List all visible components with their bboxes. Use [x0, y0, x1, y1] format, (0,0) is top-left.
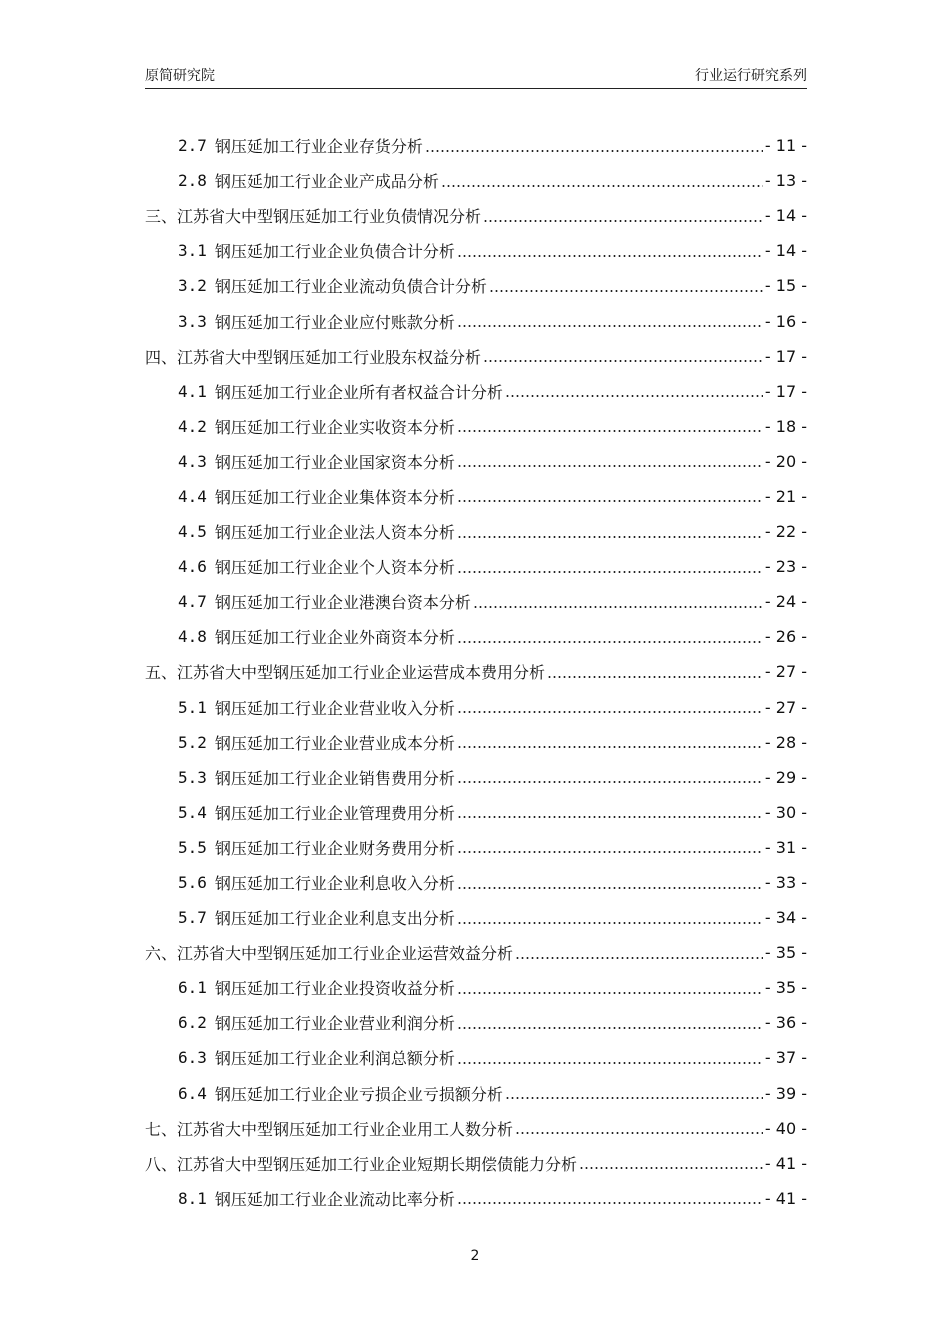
toc-entry[interactable]: [145, 198, 807, 233]
page-header: [145, 66, 807, 89]
toc-entry-number: 6.2: [178, 1013, 207, 1033]
toc-entry[interactable]: [145, 409, 807, 444]
toc-entry-number: 4.8: [178, 627, 207, 647]
toc-dot-leader: [457, 922, 763, 924]
toc-entry-number: 5.7: [178, 908, 207, 928]
toc-entry[interactable]: [145, 584, 807, 619]
toc-dot-leader: [457, 1062, 763, 1064]
toc-entry-title: 钢压延加工行业企业所有者权益合计分析: [214, 382, 503, 402]
toc-entry-number: 4.6: [178, 557, 207, 577]
toc-entry-title: 钢压延加工行业企业销售费用分析: [214, 768, 455, 788]
toc-entry-number: 4.3: [178, 451, 207, 471]
toc-entry-number: 3.2: [178, 276, 207, 296]
toc-entry-page: - 41 -: [764, 1188, 807, 1208]
toc-entry-title: 钢压延加工行业企业亏损企业亏损额分析: [214, 1084, 503, 1104]
toc-entry[interactable]: [145, 514, 807, 549]
toc-entry-title: 钢压延加工行业企业港澳台资本分析: [214, 593, 471, 613]
toc-entry[interactable]: [145, 163, 807, 198]
toc-entry[interactable]: [145, 1040, 807, 1075]
toc-entry-number: 4.4: [178, 486, 207, 506]
toc-entry-title: 三、江苏省大中型钢压延加工行业负债情况分析: [145, 207, 482, 227]
toc-entry-number: 5.2: [178, 732, 207, 752]
toc-entry-title: 钢压延加工行业企业投资收益分析: [214, 979, 455, 999]
toc-entry-page: - 11 -: [764, 136, 807, 156]
toc-entry-page: - 17 -: [764, 381, 807, 401]
toc-entry-page: - 18 -: [764, 416, 807, 436]
toc-entry-page: - 17 -: [764, 346, 807, 366]
toc-entry[interactable]: [145, 795, 807, 830]
toc-entry-number: 4.5: [178, 522, 207, 542]
toc-entry[interactable]: [145, 444, 807, 479]
table-of-contents: [145, 128, 807, 1216]
toc-entry-page: - 20 -: [764, 451, 807, 471]
toc-entry-page: - 33 -: [764, 873, 807, 893]
toc-entry-number: 4.2: [178, 416, 207, 436]
toc-entry-page: - 35 -: [764, 943, 807, 963]
toc-entry-number: 5.5: [178, 837, 207, 857]
toc-entry-page: - 23 -: [764, 557, 807, 577]
toc-entry-page: - 37 -: [764, 1048, 807, 1068]
toc-entry-page: - 30 -: [764, 802, 807, 822]
toc-entry[interactable]: [145, 374, 807, 409]
toc-entry-title: 钢压延加工行业企业法人资本分析: [214, 523, 455, 543]
toc-dot-leader: [457, 1027, 763, 1029]
toc-dot-leader: [579, 1167, 763, 1169]
toc-entry-page: - 34 -: [764, 908, 807, 928]
header-org-name: 原简研究院: [145, 68, 215, 84]
toc-entry[interactable]: [145, 725, 807, 760]
page-number: 2: [470, 1248, 480, 1264]
toc-entry[interactable]: [145, 479, 807, 514]
toc-dot-leader: [457, 781, 763, 783]
toc-entry-page: - 21 -: [764, 486, 807, 506]
toc-dot-leader: [425, 150, 763, 152]
toc-dot-leader: [457, 992, 763, 994]
toc-dot-leader: [483, 220, 763, 222]
toc-entry-title: 四、江苏省大中型钢压延加工行业股东权益分析: [145, 347, 482, 367]
toc-dot-leader: [489, 290, 763, 292]
toc-entry-title: 钢压延加工行业企业产成品分析: [214, 172, 439, 192]
toc-dot-leader: [515, 1132, 763, 1134]
toc-entry[interactable]: [145, 128, 807, 163]
toc-dot-leader: [457, 1202, 763, 1204]
toc-entry[interactable]: [145, 935, 807, 970]
toc-entry-title: 钢压延加工行业企业营业收入分析: [214, 698, 455, 718]
toc-entry[interactable]: [145, 268, 807, 303]
toc-entry-page: - 15 -: [764, 276, 807, 296]
toc-entry[interactable]: [145, 1005, 807, 1040]
toc-entry-page: - 27 -: [764, 697, 807, 717]
toc-dot-leader: [457, 887, 763, 889]
toc-entry[interactable]: [145, 619, 807, 654]
toc-entry-title: 钢压延加工行业企业利息收入分析: [214, 874, 455, 894]
toc-dot-leader: [505, 1097, 763, 1099]
toc-entry[interactable]: [145, 233, 807, 268]
toc-entry[interactable]: [145, 690, 807, 725]
toc-dot-leader: [457, 641, 763, 643]
toc-entry[interactable]: [145, 1146, 807, 1181]
toc-entry-page: - 22 -: [764, 522, 807, 542]
toc-dot-leader: [457, 536, 763, 538]
toc-entry-title: 钢压延加工行业企业管理费用分析: [214, 803, 455, 823]
toc-entry-number: 2.7: [178, 136, 207, 156]
toc-entry-number: 5.1: [178, 697, 207, 717]
toc-entry-number: 6.4: [178, 1083, 207, 1103]
toc-entry-page: - 36 -: [764, 1013, 807, 1033]
toc-dot-leader: [457, 255, 763, 257]
toc-entry[interactable]: [145, 900, 807, 935]
toc-entry-title: 钢压延加工行业企业流动比率分析: [214, 1189, 455, 1209]
toc-entry-number: 3.3: [178, 311, 207, 331]
toc-entry-page: - 28 -: [764, 732, 807, 752]
toc-entry[interactable]: [145, 970, 807, 1005]
toc-entry-title: 六、江苏省大中型钢压延加工行业企业运营效益分析: [145, 944, 514, 964]
toc-entry-page: - 14 -: [764, 241, 807, 261]
toc-entry-page: - 16 -: [764, 311, 807, 331]
toc-entry[interactable]: [145, 549, 807, 584]
toc-entry-number: 6.3: [178, 1048, 207, 1068]
toc-dot-leader: [547, 676, 763, 678]
toc-entry-page: - 27 -: [764, 662, 807, 682]
toc-entry-title: 七、江苏省大中型钢压延加工行业企业用工人数分析: [145, 1119, 514, 1139]
toc-entry[interactable]: [145, 865, 807, 900]
toc-entry-title: 钢压延加工行业企业外商资本分析: [214, 628, 455, 648]
toc-dot-leader: [457, 500, 763, 502]
toc-dot-leader: [483, 360, 763, 362]
toc-entry-number: 2.8: [178, 171, 207, 191]
toc-entry-title: 钢压延加工行业企业流动负债合计分析: [214, 277, 487, 297]
toc-entry-number: 3.1: [178, 241, 207, 261]
toc-entry-title: 钢压延加工行业企业个人资本分析: [214, 558, 455, 578]
toc-dot-leader: [457, 325, 763, 327]
toc-entry-page: - 24 -: [764, 592, 807, 612]
toc-entry-page: - 26 -: [764, 627, 807, 647]
toc-dot-leader: [457, 851, 763, 853]
toc-entry-title: 钢压延加工行业企业负债合计分析: [214, 242, 455, 262]
toc-entry-page: - 29 -: [764, 767, 807, 787]
toc-entry-number: 8.1: [178, 1188, 207, 1208]
toc-entry-title: 钢压延加工行业企业利息支出分析: [214, 909, 455, 929]
toc-entry-page: - 39 -: [764, 1083, 807, 1103]
toc-entry[interactable]: [145, 1076, 807, 1111]
toc-entry-page: - 14 -: [764, 206, 807, 226]
toc-dot-leader: [505, 395, 763, 397]
toc-dot-leader: [515, 957, 763, 959]
toc-entry-number: 6.1: [178, 978, 207, 998]
toc-entry-title: 钢压延加工行业企业财务费用分析: [214, 838, 455, 858]
toc-entry[interactable]: [145, 760, 807, 795]
toc-entry[interactable]: [145, 1111, 807, 1146]
toc-entry-title: 五、江苏省大中型钢压延加工行业企业运营成本费用分析: [145, 663, 546, 683]
toc-dot-leader: [441, 185, 763, 187]
header-series-name: 行业运行研究系列: [695, 68, 807, 84]
toc-dot-leader: [457, 816, 763, 818]
toc-dot-leader: [457, 571, 763, 573]
toc-dot-leader: [457, 711, 763, 713]
toc-entry-title: 钢压延加工行业企业实收资本分析: [214, 417, 455, 437]
toc-entry-number: 4.7: [178, 592, 207, 612]
toc-dot-leader: [457, 746, 763, 748]
toc-entry-page: - 13 -: [764, 171, 807, 191]
toc-entry-title: 钢压延加工行业企业利润总额分析: [214, 1049, 455, 1069]
toc-entry-title: 钢压延加工行业企业集体资本分析: [214, 487, 455, 507]
toc-entry[interactable]: [145, 303, 807, 338]
toc-entry-number: 5.3: [178, 767, 207, 787]
toc-entry-number: 4.1: [178, 381, 207, 401]
toc-entry-number: 5.4: [178, 802, 207, 822]
toc-dot-leader: [457, 465, 763, 467]
toc-entry-page: - 40 -: [764, 1118, 807, 1138]
toc-entry-title: 钢压延加工行业企业国家资本分析: [214, 452, 455, 472]
toc-entry[interactable]: [145, 654, 807, 689]
toc-entry-title: 钢压延加工行业企业营业利润分析: [214, 1014, 455, 1034]
toc-entry[interactable]: [145, 339, 807, 374]
toc-dot-leader: [457, 430, 763, 432]
toc-entry-number: 5.6: [178, 873, 207, 893]
toc-entry-title: 钢压延加工行业企业营业成本分析: [214, 733, 455, 753]
toc-entry[interactable]: [145, 830, 807, 865]
toc-entry[interactable]: [145, 1181, 807, 1216]
toc-dot-leader: [473, 606, 763, 608]
toc-entry-page: - 35 -: [764, 978, 807, 998]
toc-entry-title: 钢压延加工行业企业存货分析: [214, 137, 423, 157]
toc-entry-title: 八、江苏省大中型钢压延加工行业企业短期长期偿债能力分析: [145, 1154, 578, 1174]
toc-entry-title: 钢压延加工行业企业应付账款分析: [214, 312, 455, 332]
toc-entry-page: - 41 -: [764, 1153, 807, 1173]
toc-entry-page: - 31 -: [764, 837, 807, 857]
